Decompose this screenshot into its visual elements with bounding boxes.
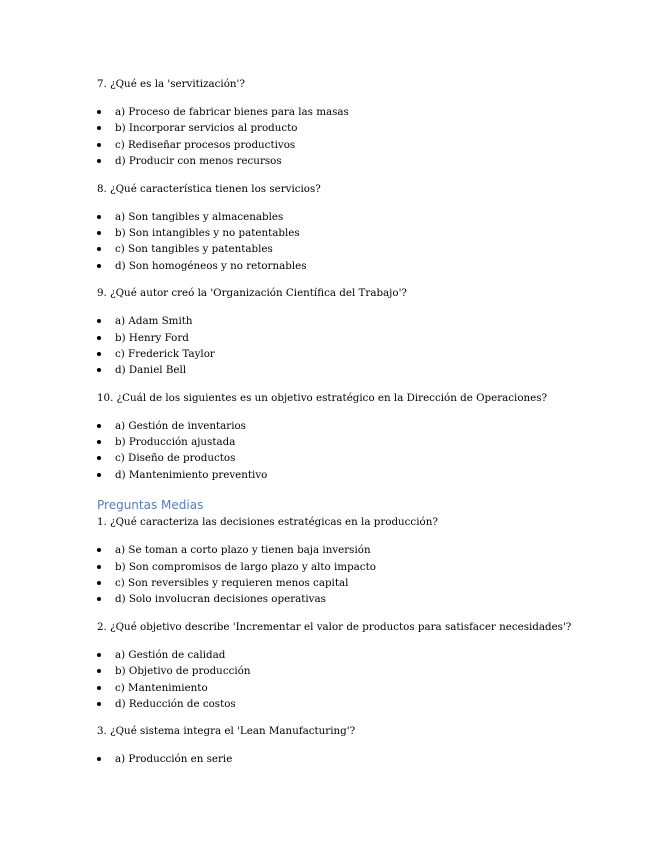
- question-block: [97, 620, 617, 713]
- question-block: [97, 515, 617, 608]
- bullet-icon: [97, 215, 101, 219]
- bullet-icon: [97, 581, 101, 585]
- list-item: d) Mantenimiento preventivo: [97, 467, 617, 483]
- bullet-icon: [97, 319, 101, 323]
- list-item: c) Frederick Taylor: [97, 346, 617, 362]
- question-block: [97, 391, 617, 484]
- options-list: [97, 104, 617, 170]
- list-item: b) Producción ajustada: [97, 434, 617, 450]
- bullet-icon: [97, 231, 101, 235]
- list-item: d) Producir con menos recursos: [97, 153, 617, 169]
- bullet-icon: [97, 702, 101, 706]
- list-item: c) Son reversibles y requieren menos capital: [97, 575, 617, 591]
- question-text: 10. ¿Cuál de los siguientes es un objetivo estratégico en la Dirección de Operaciones?: [97, 391, 548, 404]
- list-item: c) Mantenimiento: [97, 680, 617, 696]
- options-list: [97, 418, 617, 484]
- options-list: [97, 751, 617, 767]
- bullet-icon: [97, 126, 101, 130]
- list-item: d) Solo involucran decisiones operativas: [97, 591, 617, 607]
- list-item: b) Henry Ford: [97, 330, 617, 346]
- bullet-icon: [97, 336, 101, 340]
- bullet-icon: [97, 368, 101, 372]
- bullet-icon: [97, 653, 101, 657]
- list-item: a) Son tangibles y almacenables: [97, 209, 617, 225]
- options-list: [97, 542, 617, 608]
- bullet-icon: [97, 757, 101, 761]
- bullet-icon: [97, 597, 101, 601]
- list-item: a) Adam Smith: [97, 313, 617, 329]
- list-item: d) Reducción de costos: [97, 696, 617, 712]
- question-text: 9. ¿Qué autor creó la 'Organización Científica del Trabajo'?: [97, 287, 407, 300]
- bullet-icon: [97, 565, 101, 569]
- list-item: a) Proceso de fabricar bienes para las masas: [97, 104, 617, 120]
- question-text: 2. ¿Qué objetivo describe 'Incrementar el valor de productos para satisfacer necesidades'?: [97, 620, 572, 633]
- document-content: [97, 77, 617, 768]
- list-item: c) Rediseñar procesos productivos: [97, 137, 617, 153]
- bullet-icon: [97, 473, 101, 477]
- list-item: c) Son tangibles y patentables: [97, 241, 617, 257]
- question-text: 8. ¿Qué característica tienen los servicios?: [97, 182, 321, 195]
- bullet-icon: [97, 159, 101, 163]
- bullet-icon: [97, 669, 101, 673]
- question-block: [97, 286, 617, 379]
- bullet-icon: [97, 548, 101, 552]
- list-item: a) Gestión de calidad: [97, 647, 617, 663]
- options-list: [97, 647, 617, 713]
- options-list: [97, 209, 617, 275]
- options-list: [97, 313, 617, 379]
- list-item: b) Son compromisos de largo plazo y alto impacto: [97, 559, 617, 575]
- bullet-icon: [97, 143, 101, 147]
- bullet-icon: [97, 424, 101, 428]
- question-block: [97, 724, 617, 767]
- bullet-icon: [97, 264, 101, 268]
- section-heading: Preguntas Medias: [97, 498, 204, 513]
- list-item: b) Objetivo de producción: [97, 663, 617, 679]
- list-item: b) Son intangibles y no patentables: [97, 225, 617, 241]
- question-text: 1. ¿Qué caracteriza las decisiones estratégicas en la producción?: [97, 516, 438, 529]
- list-item: a) Se toman a corto plazo y tienen baja inversión: [97, 542, 617, 558]
- bullet-icon: [97, 247, 101, 251]
- list-item: d) Son homogéneos y no retornables: [97, 258, 617, 274]
- list-item: a) Producción en serie: [97, 751, 617, 767]
- list-item: a) Gestión de inventarios: [97, 418, 617, 434]
- question-block: [97, 77, 617, 170]
- bullet-icon: [97, 352, 101, 356]
- bullet-icon: [97, 440, 101, 444]
- list-item: d) Daniel Bell: [97, 362, 617, 378]
- question-text: 3. ¿Qué sistema integra el 'Lean Manufacturing'?: [97, 725, 356, 738]
- bullet-icon: [97, 456, 101, 460]
- question-block: [97, 182, 617, 275]
- list-item: b) Incorporar servicios al producto: [97, 120, 617, 136]
- bullet-icon: [97, 110, 101, 114]
- bullet-icon: [97, 686, 101, 690]
- question-text: 7. ¿Qué es la 'servitización'?: [97, 78, 245, 90]
- list-item: c) Diseño de productos: [97, 450, 617, 466]
